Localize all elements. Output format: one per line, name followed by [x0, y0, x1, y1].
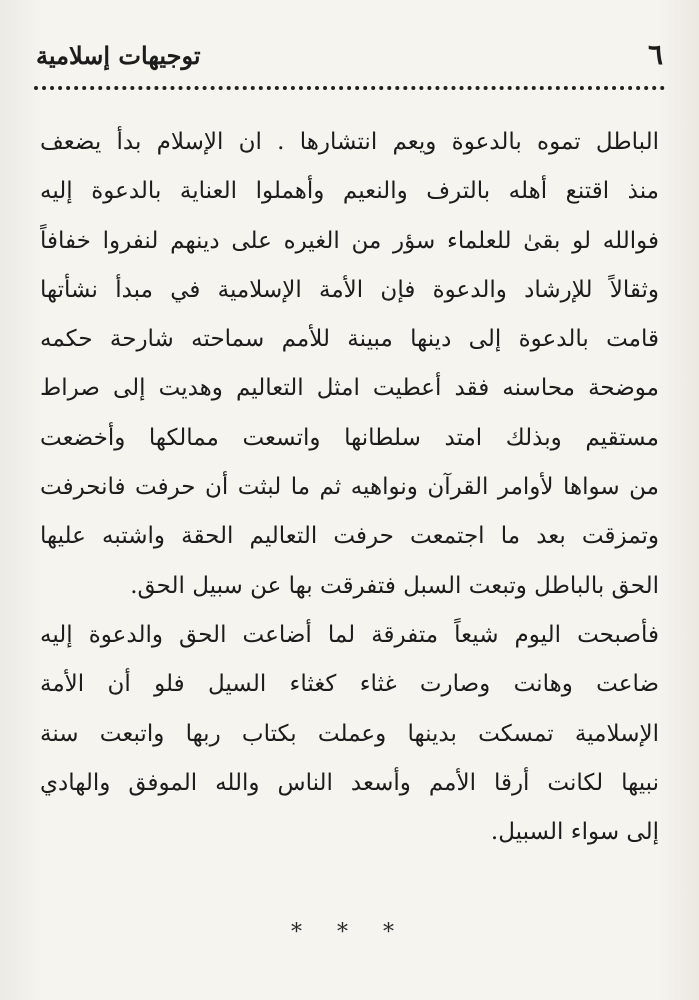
- header-dotted-rule: [34, 86, 665, 90]
- page-number: ٦: [647, 38, 663, 71]
- text-line: وتمزقت بعد ما اجتمعت حرفت التعاليم الحقة واشتبه عليها: [40, 523, 659, 550]
- running-title: توجيهات إسلامية: [36, 41, 201, 70]
- text-line: وثقالاً للإرشاد والدعوة فإن الأمة الإسلامية في مبدأ نشأتها: [40, 276, 659, 303]
- text-line: الباطل تموه بالدعوة ويعم انتشارها . ان الإسلام بدأ يضعف: [40, 129, 659, 155]
- text-line: إلى سواء السبيل.: [490, 819, 659, 846]
- text-line: مستقيم وبذلك امتد سلطانها واتسعت ممالكها وأخضعت: [40, 424, 659, 451]
- text-line: من سواها لأوامر القرآن ونواهيه ثم ما لبثت أن حرفت فانحرفت: [40, 474, 659, 501]
- text-line: الحق بالباطل وتبعت السبل فتفرقت بها عن سبيل الحق.: [130, 572, 659, 599]
- text-line: موضحة محاسنه فقد أعطيت امثل التعاليم وهديت إلى صراط: [40, 375, 659, 402]
- text-line: ضاعت وهانت وصارت غثاء كغثاء السيل فلو أن الأمة: [40, 671, 659, 698]
- text-line: فوالله لو بقىٰ للعلماء سؤر من الغيره على دينهم لنفروا خفافاً: [40, 227, 659, 254]
- text-line: فأصبحت اليوم شيعاً متفرقة لما أضاعت الحق والدعوة إليه: [40, 621, 659, 648]
- page-header: [36, 38, 663, 78]
- text-line: الإسلامية تمسكت بدينها وعملت بكتاب ربها واتبعت سنة: [40, 720, 659, 747]
- text-line: قامت بالدعوة إلى دينها مبينة للأمم سماحته شارحة حكمه: [40, 326, 659, 353]
- text-line: منذ اقتنع أهله بالترف والنعيم وأهملوا العناية بالدعوة إليه: [40, 178, 659, 205]
- text-line: نبيها لكانت أرقا الأمم وأسعد الناس والله الموفق والهادي: [40, 769, 659, 796]
- section-separator: * * *: [291, 920, 408, 945]
- body-text: [40, 118, 659, 857]
